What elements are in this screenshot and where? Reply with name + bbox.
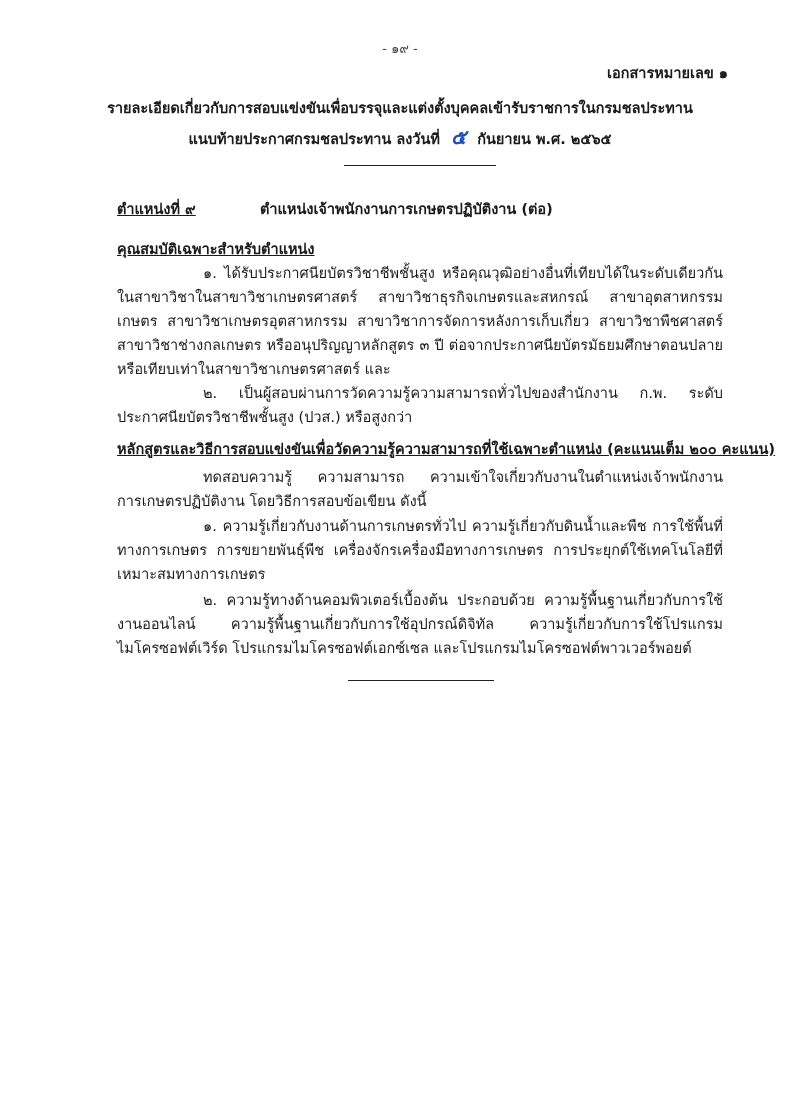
exam-heading: หลักสูตรและวิธีการสอบแข่งขันเพื่อวัดความรู้ความสามารถที่ใช้เฉพาะตำแหน่ง (คะแนนเต็ม ๒๐๐ คะแนน): [117, 442, 775, 458]
qualification-item-1: ๑. ได้รับประกาศนียบัตรวิชาชีพชั้นสูง หรือคุณวุฒิอย่างอื่นที่เทียบได้ในระดับเดียวกัน ในสาขาวิชาในสาขาวิชาเกษตรศาสตร์ สาขาวิชาธุรกิจเกษตรและสหกรณ์ สาขาอุตสาหกรรมเกษตร สาขาวิชาเกษตรอุตสาหกรรม สาขาวิชาการจัดการหลังการเก็บเกี่ยว สาขาวิชาพืชศาสตร์ สาขาวิชาช่างกลเกษตร หรืออนุปริญญาหลักสูตร ๓ ปี ต่อจากประกาศนียบัตรมัธยมศึกษาตอนปลายหรือเทียบเท่าในสาขาวิชาเกษตรศาสตร์ และ: [117, 266, 723, 378]
qualifications-heading: คุณสมบัติเฉพาะสำหรับตำแหน่ง: [117, 242, 315, 258]
divider-top: [344, 165, 496, 166]
document-number: เอกสารหมายเลข ๑: [607, 66, 728, 82]
position-number: ตำแหน่งที่ ๙: [117, 202, 196, 218]
handwritten-day: ๕: [450, 125, 467, 149]
exam-item-1: ๑. ความรู้เกี่ยวกับงานด้านการเกษตรทั่วไป ความรู้เกี่ยวกับดินน้ำและพืช การใช้พื้นที่ทางการเกษตร การขยายพันธุ์พืช เครื่องจักรเครื่องมือทางการเกษตร การประยุกต์ใช้เทคโนโลยีที่เหมาะสมทางการเกษตร: [117, 519, 723, 583]
divider-bottom: [348, 680, 494, 681]
position-title: ตำแหน่งเจ้าพนักงานการเกษตรปฏิบัติงาน (ต่อ): [260, 202, 553, 218]
qualification-item-2: ๒. เป็นผู้สอบผ่านการวัดความรู้ความสามารถทั่วไปของสำนักงาน ก.พ. ระดับประกาศนียบัตรวิชาชีพชั้นสูง (ปวส.) หรือสูงกว่า: [117, 386, 723, 426]
subtitle-suffix: กันยายน พ.ศ. ๒๕๖๕: [477, 132, 612, 148]
exam-intro: ทดสอบความรู้ ความสามารถ ความเข้าใจเกี่ยวกับงานในตำแหน่งเจ้าพนักงานการเกษตรปฏิบัติงาน โดยวิธีการสอบข้อเขียน ดังนี้: [117, 470, 723, 510]
page-number: - ๑๙ -: [382, 42, 418, 57]
document-title: รายละเอียดเกี่ยวกับการสอบแข่งขันเพื่อบรรจุและแต่งตั้งบุคคลเข้ารับราชการในกรมชลประทาน: [107, 101, 693, 117]
exam-item-2: ๒. ความรู้ทางด้านคอมพิวเตอร์เบื้องต้น ประกอบด้วย ความรู้พื้นฐานเกี่ยวกับการใช้งานออนไลน์ ความรู้พื้นฐานเกี่ยวกับการใช้อุปกรณ์ดิจิทัล ความรู้เกี่ยวกับการใช้โปรแกรมไมโครซอฟต์เวิร์ด โปรแกรมไมโครซอฟต์เอกซ์เซล และโปรแกรมไมโครซอฟต์พาวเวอร์พอยต์: [117, 593, 723, 657]
document-subtitle: [0, 121, 800, 153]
subtitle-prefix: แนบท้ายประกาศกรมชลประทาน ลงวันที่: [188, 132, 440, 148]
